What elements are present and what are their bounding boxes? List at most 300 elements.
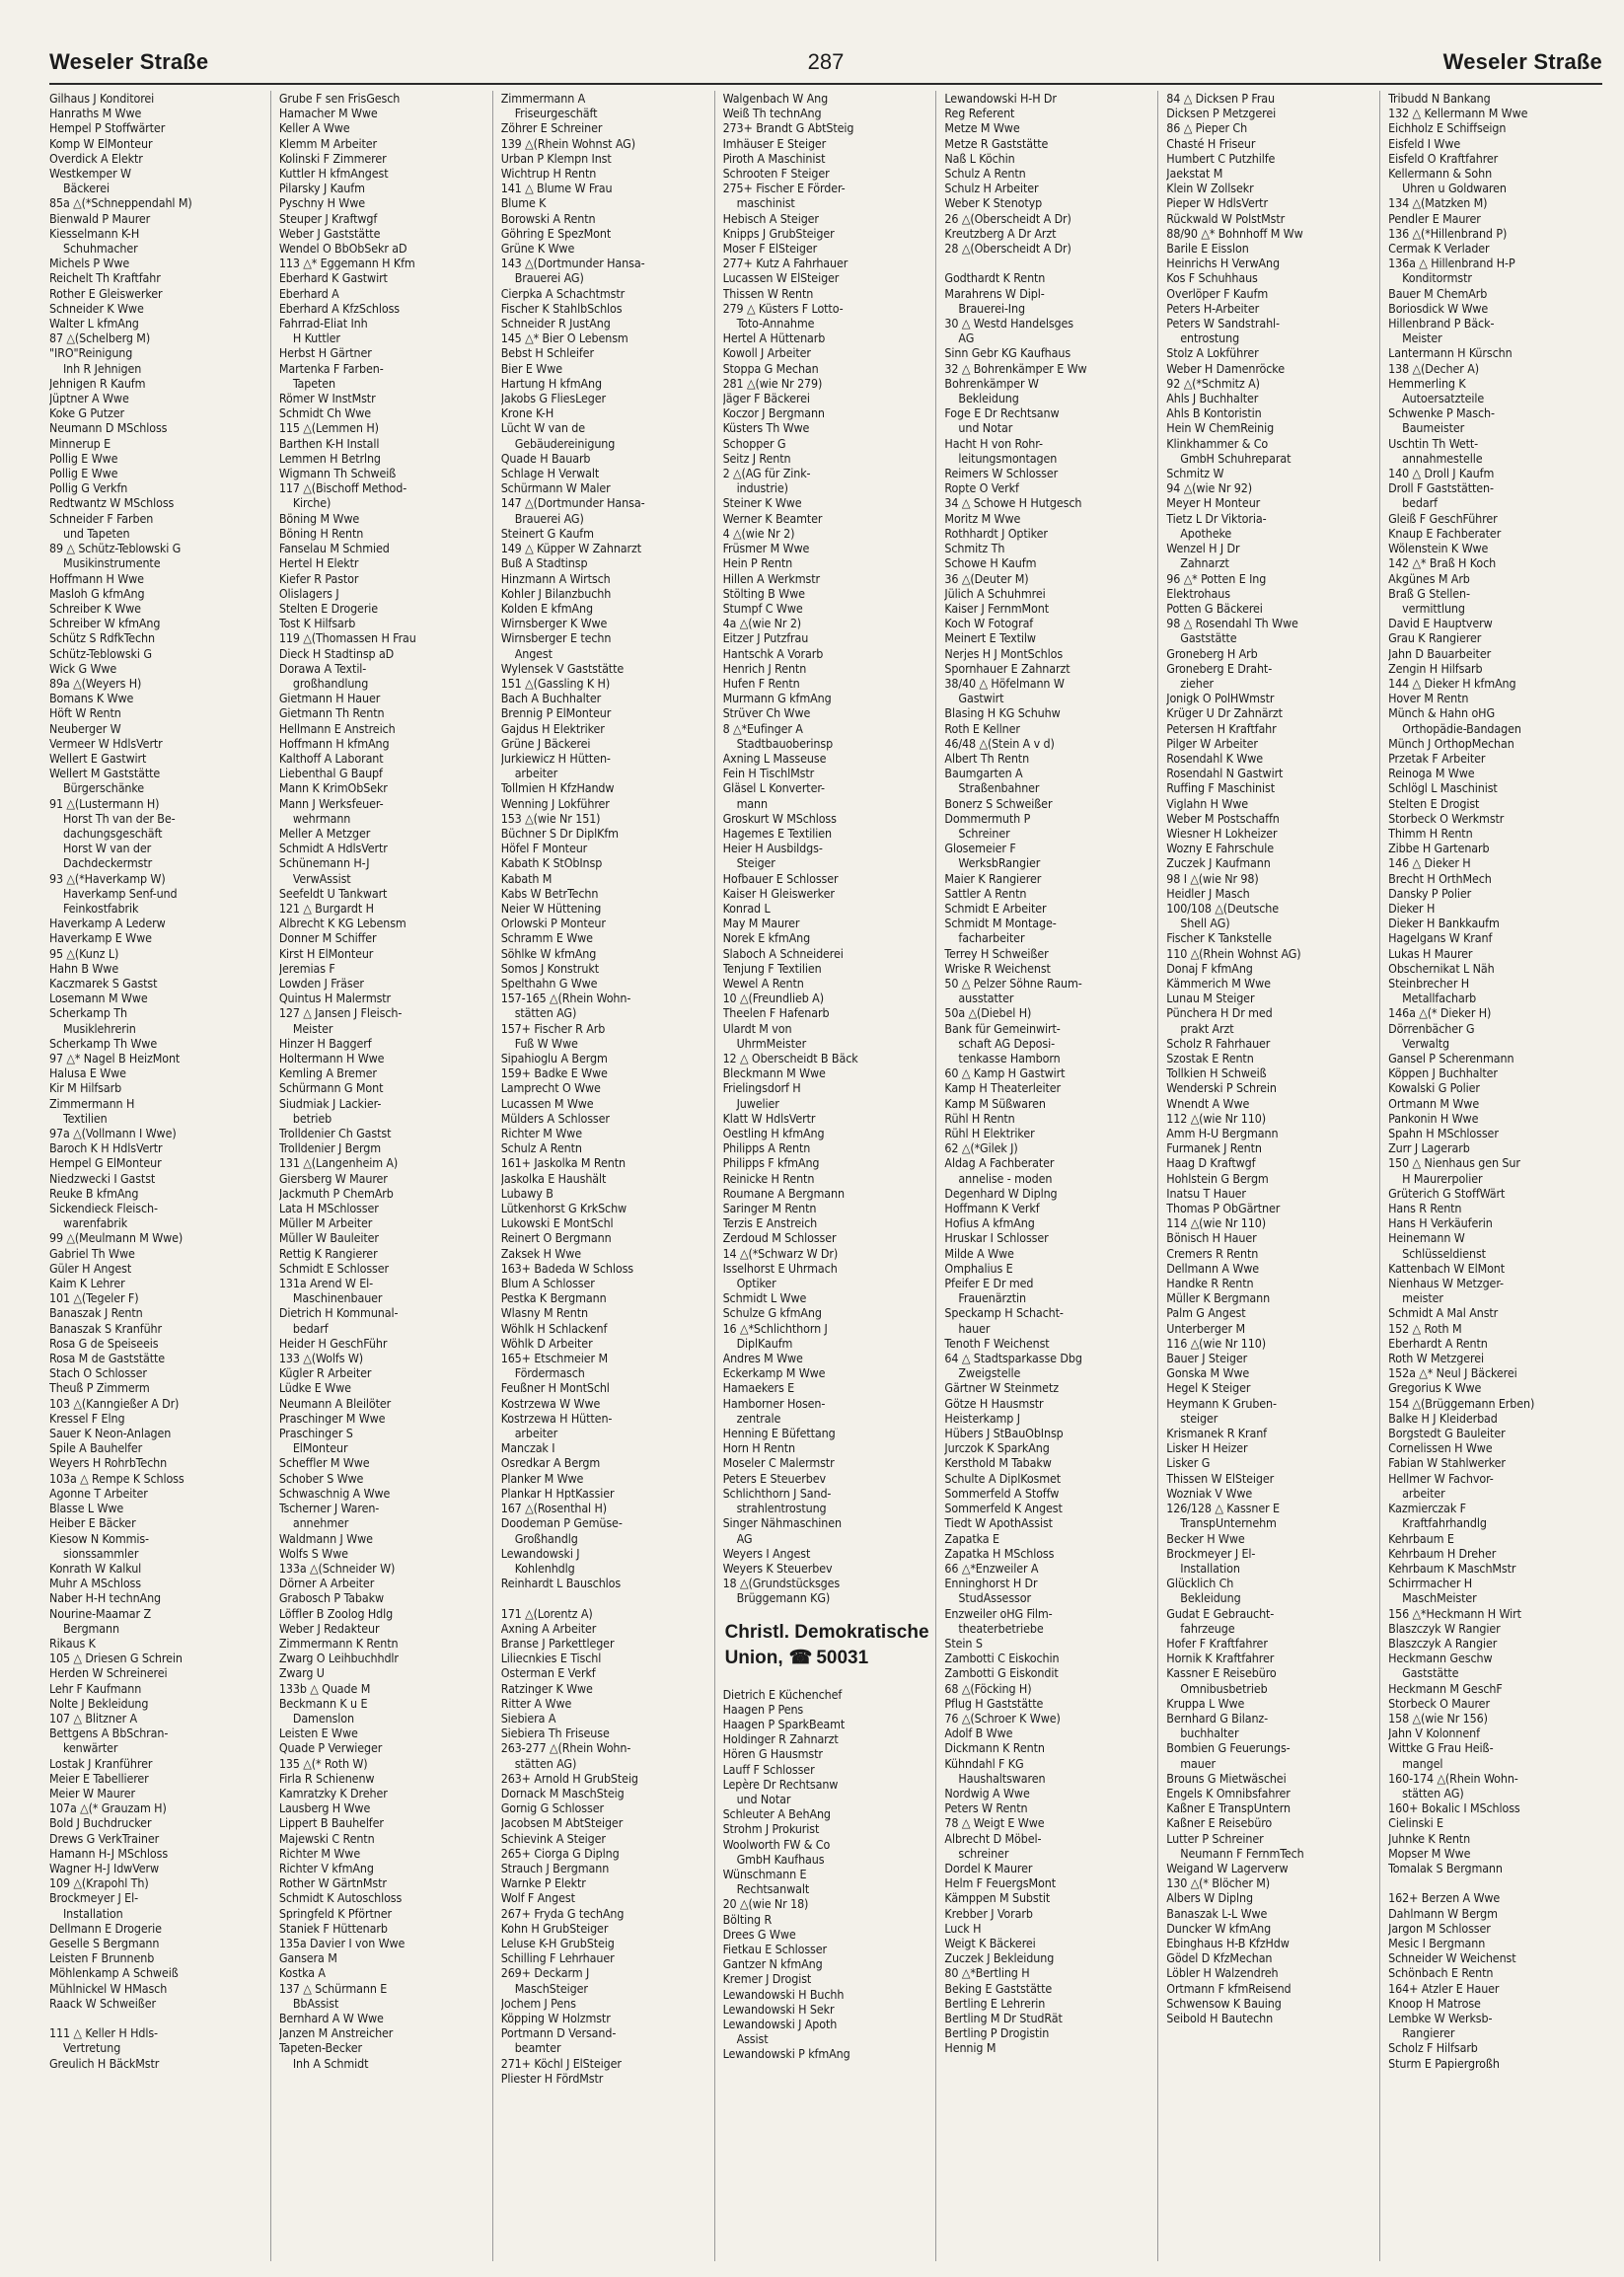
directory-entry: Zimmermann K Rentn — [278, 1635, 399, 1651]
directory-entry: Eisfeld I Wwe — [1388, 135, 1461, 151]
directory-entry: Bleckmann M Wwe — [722, 1065, 826, 1081]
directory-entry: Borowski A Rentn — [500, 210, 596, 226]
directory-entry: 113 △* Eggemann H Kfm — [278, 256, 415, 271]
directory-entry: Peters W Sandstrahl- — [1166, 316, 1280, 331]
directory-entry: Baumeister — [1402, 420, 1465, 436]
directory-entry: Axning A Arbeiter — [500, 1620, 597, 1636]
directory-entry: Geselle S Bergmann — [49, 1935, 160, 1950]
directory-entry: Banaszak J Rentn — [49, 1305, 143, 1321]
directory-entry: Dickmann K Rentn — [944, 1740, 1045, 1756]
directory-entry: Hamacher M Wwe — [278, 106, 378, 121]
directory-entry: Pieper W HdlsVertr — [1166, 195, 1268, 211]
directory-entry: Gastwirt — [958, 691, 1004, 706]
directory-entry: Kemling A Bremer — [278, 1065, 377, 1081]
directory-entry: Bertling P Drogistin — [944, 2025, 1050, 2041]
directory-entry: Praschinger S — [278, 1426, 353, 1441]
directory-entry: Ortmann F kfmReisend — [1166, 1980, 1292, 1996]
directory-entry: 133a △(Schneider W) — [278, 1560, 396, 1576]
directory-entry: 60 △ Kamp H Gastwirt — [944, 1065, 1066, 1081]
directory-entry: Bier E Wwe — [500, 360, 563, 376]
directory-entry: Scholz R Fahrhauer — [1166, 1035, 1271, 1051]
directory-entry: Stölting B Wwe — [722, 585, 805, 601]
directory-entry: Haverkamp E Wwe — [49, 930, 152, 946]
directory-entry: GmbH Kaufhaus — [736, 1851, 825, 1867]
directory-entry: Pliester H FördMstr — [500, 2070, 604, 2086]
directory-entry: Roth E Kellner — [944, 720, 1020, 736]
directory-entry: fahrzeuge — [1180, 1620, 1235, 1636]
directory-entry: Sickendieck Fleisch- — [49, 1201, 158, 1216]
directory-entry: Strüver Ch Wwe — [722, 705, 811, 721]
directory-entry: Grube F sen FrisGesch — [278, 91, 401, 106]
directory-entry: 135a Davier I von Wwe — [278, 1935, 406, 1950]
directory-entry: Lamprecht O Wwe — [500, 1080, 601, 1096]
directory-entry: Lemmen H Betrlng — [278, 450, 381, 466]
directory-entry: Kamp H Theaterleiter — [944, 1080, 1061, 1096]
directory-entry: Kaßner E Reisebüro — [1166, 1815, 1273, 1831]
directory-entry: Schwenke P Masch- — [1388, 405, 1495, 421]
directory-entry: Gornig G Schlosser — [500, 1800, 604, 1816]
directory-entry: Tietz L Dr Viktoria- — [1166, 510, 1267, 526]
directory-column — [1158, 91, 1380, 2261]
directory-entry: 2 △(AG für Zink- — [722, 466, 811, 481]
directory-entry: Weber J Redakteur — [278, 1620, 380, 1636]
directory-entry: Musiklehrerin — [63, 1020, 136, 1036]
directory-entry: Ortmann M Wwe — [1388, 1095, 1480, 1111]
directory-entry: Gilhaus J Konditorei — [49, 91, 155, 106]
directory-entry: Lewandowski P kfmAng — [722, 2046, 850, 2062]
directory-entry: 133 △(Wolfs W) — [278, 1351, 364, 1366]
directory-entry: Haagen P SparkBeamt — [722, 1716, 846, 1731]
directory-entry: Lepère Dr Rechtsanw — [722, 1776, 839, 1792]
directory-entry: AG — [958, 331, 975, 346]
directory-entry: Urban P Klempn Inst — [500, 150, 612, 166]
directory-entry: Moseler C Malermstr — [722, 1455, 835, 1471]
directory-entry: Schwaschnig A Wwe — [278, 1485, 391, 1501]
directory-entry: 88/90 △* Bohnhoff M Ww — [1166, 225, 1303, 241]
directory-entry: Wichtrup H Rentn — [500, 166, 597, 182]
directory-entry: Dahlmann W Bergm — [1388, 1905, 1498, 1921]
directory-entry: Schünemann H-J — [278, 855, 370, 871]
directory-entry: 91 △(Lustermann H) — [49, 795, 160, 811]
directory-entry: Wigmann Th Schweiß — [278, 466, 397, 481]
directory-entry: Tapeten-Becker — [278, 2040, 362, 2056]
directory-entry: Hamaekers E — [722, 1380, 795, 1396]
directory-entry: Gabriel Th Wwe — [49, 1245, 135, 1261]
directory-entry: Pflug H Gaststätte — [944, 1695, 1044, 1711]
directory-entry: Dansky P Polier — [1388, 885, 1472, 901]
directory-column — [493, 91, 715, 2261]
directory-entry: Weyers K Steuerbev — [722, 1560, 833, 1576]
directory-entry: Güler H Angest — [49, 1260, 132, 1276]
directory-entry: 78 △ Weigt E Wwe — [944, 1815, 1045, 1831]
directory-entry: 150 △ Nienhaus gen Sur — [1388, 1155, 1520, 1171]
directory-entry: Assist — [736, 2031, 769, 2047]
directory-entry: 8 △*Eufinger A — [722, 720, 803, 736]
directory-entry: Neumann D MSchloss — [49, 420, 168, 436]
directory-entry: Ahls B Kontoristin — [1166, 405, 1262, 421]
directory-entry: Pendler E Maurer — [1388, 210, 1481, 226]
directory-entry: Eitzer J Putzfrau — [722, 630, 809, 646]
directory-entry: Peters W Rentn — [944, 1800, 1028, 1816]
directory-entry: Inh R Jehnigen — [63, 360, 142, 376]
directory-entry: Wozniak V Wwe — [1166, 1485, 1253, 1501]
directory-entry: Tscherner J Waren- — [278, 1501, 380, 1516]
directory-entry: Schulze G kfmAng — [722, 1305, 822, 1321]
directory-entry: warenfabrik — [63, 1215, 128, 1231]
directory-entry: Henrich J Rentn — [722, 660, 807, 676]
directory-entry: 119 △(Thomassen H Frau — [278, 630, 416, 646]
directory-entry: Komp W ElMonteur — [49, 135, 153, 151]
directory-entry: Stach O Schlosser — [49, 1365, 147, 1381]
directory-entry: Lausberg H Wwe — [278, 1800, 371, 1816]
directory-entry: Krismanek R Kranf — [1166, 1426, 1267, 1441]
directory-entry: Fördermasch — [514, 1365, 585, 1381]
directory-entry: Kersthold M Tabakw — [944, 1455, 1052, 1471]
directory-entry: Schneider W Weichenst — [1388, 1950, 1516, 1966]
directory-entry: Höft W Rentn — [49, 705, 121, 721]
directory-entry: Maier K Rangierer — [944, 870, 1042, 886]
directory-entry: Schrooten F Steiger — [722, 166, 830, 182]
directory-entry: Keller A Wwe — [278, 120, 350, 136]
directory-entry: Ulardt M von — [722, 1020, 792, 1036]
directory-entry: 18 △(Grundstücksges — [722, 1576, 841, 1591]
directory-entry: Marahrens W Dipl- — [944, 285, 1045, 301]
directory-entry: 109 △(Krapohl Th) — [49, 1875, 149, 1891]
directory-entry: Sommerfeld K Angest — [944, 1501, 1063, 1516]
directory-entry: 143 △(Dortmunder Hansa- — [500, 256, 645, 271]
directory-entry: 161+ Jaskolka M Rentn — [500, 1155, 626, 1171]
directory-entry: 171 △(Lorentz A) — [500, 1605, 593, 1621]
directory-entry: Gonska M Wwe — [1166, 1365, 1250, 1381]
directory-entry: Koch W Fotograf — [944, 616, 1034, 631]
directory-entry: Hertel H Elektr — [278, 555, 359, 571]
directory-entry: Luck H — [944, 1920, 982, 1936]
directory-entry: mangel — [1402, 1755, 1443, 1771]
directory-entry: Schreiber K Wwe — [49, 600, 141, 616]
directory-entry: Milde A Wwe — [944, 1245, 1014, 1261]
directory-entry: Hein W ChemReinig — [1166, 420, 1275, 436]
directory-entry: Jülich A Schuhmrei — [944, 585, 1046, 601]
directory-entry: Jurkiewicz H Hütten- — [500, 750, 611, 766]
directory-entry: Grüne K Wwe — [500, 241, 575, 257]
directory-entry: Unterberger M — [1166, 1320, 1245, 1336]
directory-entry: 133b △ Quade M — [278, 1680, 371, 1696]
directory-entry: Manczak I — [500, 1440, 555, 1456]
directory-entry: Borgstedt G Bauleiter — [1388, 1426, 1506, 1441]
directory-entry: annelise - moden — [958, 1170, 1053, 1186]
directory-entry: 121 △ Burgardt H — [278, 900, 374, 916]
directory-entry: Kremer J Drogist — [722, 1971, 812, 1987]
directory-entry: Heymann K Gruben- — [1166, 1395, 1277, 1411]
directory-entry: Frauenärztin — [958, 1290, 1026, 1306]
directory-entry: Dommermuth P — [944, 810, 1031, 826]
directory-entry: Wölenstein K Wwe — [1388, 541, 1489, 556]
directory-entry: Heider H GeschFühr — [278, 1335, 388, 1351]
directory-entry: Stoppa G Mechan — [722, 360, 819, 376]
directory-entry: Siebiera A — [500, 1710, 556, 1726]
directory-entry: Helm F FeuergsMont — [944, 1875, 1056, 1891]
directory-entry: beamter — [514, 2040, 561, 2056]
directory-entry: Liebenthal G Baupf — [278, 766, 383, 781]
directory-entry: Kreutzberg A Dr Arzt — [944, 225, 1057, 241]
directory-entry: leitungsmontagen — [958, 450, 1058, 466]
directory-entry: Gantzer N kfmAng — [722, 1956, 823, 1972]
directory-entry: Zöhrer E Schreiner — [500, 120, 603, 136]
directory-entry: Fabian W Stahlwerker — [1388, 1455, 1506, 1471]
directory-entry: Jaekstat M — [1166, 166, 1223, 182]
directory-entry: Dachdeckermstr — [63, 855, 153, 871]
directory-entry: Omnibusbetrieb — [1180, 1680, 1268, 1696]
directory-entry: Aldag A Fachberater — [944, 1155, 1055, 1171]
directory-entry: Hillenbrand P Bäck- — [1388, 316, 1495, 331]
directory-entry: Storbeck O Maurer — [1388, 1695, 1490, 1711]
directory-entry: Lembke W Werksb- — [1388, 2011, 1493, 2025]
directory-entry: Spelthahn G Wwe — [500, 975, 598, 991]
directory-entry: Ratzinger K Wwe — [500, 1680, 593, 1696]
directory-entry: Gödel D KfzMechan — [1166, 1950, 1273, 1966]
directory-entry: Steuper J Kraftwgf — [278, 210, 378, 226]
directory-entry: Cremers R Rentn — [1166, 1245, 1259, 1261]
directory-entry: Becker H Wwe — [1166, 1530, 1245, 1546]
directory-entry: Bohrenkämper W — [944, 375, 1039, 391]
directory-entry: Installation — [1180, 1560, 1240, 1576]
directory-entry: Schramm E Wwe — [500, 930, 593, 946]
directory-entry: Bebst H Schleifer — [500, 345, 594, 361]
directory-entry: Inh A Schmidt — [292, 2055, 369, 2071]
directory-entry: Grabosch P Tabakw — [278, 1590, 384, 1606]
directory-entry: Overdick A Elektr — [49, 150, 143, 166]
directory-entry: facharbeiter — [958, 930, 1025, 946]
directory-entry: Potten G Bäckerei — [1166, 600, 1263, 616]
directory-entry: Pollig E Wwe — [49, 450, 118, 466]
directory-entry: Kassner E Reisebüro — [1166, 1665, 1277, 1681]
directory-entry: Gaststätte — [1402, 1665, 1459, 1681]
directory-entry: 277+ Kutz A Fahrhauer — [722, 256, 849, 271]
directory-entry: Axning L Masseuse — [722, 750, 827, 766]
directory-entry: Wylensek V Gaststätte — [500, 660, 625, 676]
directory-entry: Verwaltg — [1402, 1035, 1449, 1051]
directory-entry: Jaskolka E Haushält — [500, 1170, 607, 1186]
directory-entry: Lewandowski J — [500, 1545, 580, 1561]
directory-entry: Kraftfahrhandlg — [1402, 1515, 1487, 1531]
directory-entry: Spahn H MSchlosser — [1388, 1126, 1499, 1141]
directory-entry: Richter M Wwe — [500, 1126, 582, 1141]
directory-entry: 97 △* Nagel B HeizMont — [49, 1051, 181, 1065]
directory-entry: Schürmann G Mont — [278, 1080, 384, 1096]
directory-entry: Hoffmann H Wwe — [49, 570, 144, 586]
directory-entry: Blum A Schlosser — [500, 1276, 595, 1291]
directory-entry: GmbH Schuhreparat — [1180, 450, 1292, 466]
directory-entry: Weber K Stenotyp — [944, 195, 1043, 211]
directory-entry: Köppen J Buchhalter — [1388, 1065, 1498, 1081]
directory-entry: Heidler J Masch — [1166, 885, 1250, 901]
directory-entry: Knipps J GrubSteiger — [722, 225, 835, 241]
directory-entry: Gleiß F GeschFührer — [1388, 510, 1498, 526]
directory-entry: Kabath M — [500, 870, 553, 886]
directory-entry: Hahn B Wwe — [49, 960, 119, 976]
directory-entry: Koczor J Bergmann — [722, 405, 825, 421]
directory-entry: Haag D Kraftwgf — [1166, 1155, 1256, 1171]
directory-entry: Wenning J Lokführer — [500, 795, 610, 811]
directory-entry: Wirnsberger E techn — [500, 630, 612, 646]
directory-entry: Horst Th van der Be- — [63, 810, 176, 826]
directory-entry: Henning E Büfettang — [722, 1426, 836, 1441]
directory-entry: großhandlung — [292, 675, 369, 691]
directory-entry: Kiefer R Pastor — [278, 570, 359, 586]
directory-entry: Martenka F Farben- — [278, 360, 384, 376]
directory-entry: Lubawy B — [500, 1185, 554, 1201]
directory-entry: Kolinski F Zimmerer — [278, 150, 387, 166]
directory-entry: Bekleidung — [1180, 1590, 1241, 1606]
directory-entry: Neumann F FernmTech — [1180, 1845, 1304, 1861]
directory-entry: Lukas H Maurer — [1388, 945, 1473, 961]
directory-entry: 116 △(wie Nr 110) — [1166, 1335, 1267, 1351]
directory-entry: zentrale — [736, 1410, 781, 1426]
directory-entry: Jeremias F — [278, 960, 335, 976]
street-name-right: Weseler Straße — [1442, 49, 1602, 74]
directory-entry: Bölting R — [722, 1911, 773, 1927]
directory-entry: Trolldenier Ch Gastst — [278, 1126, 392, 1141]
directory-entry — [501, 1590, 710, 1605]
directory-entry: Metze R Gaststätte — [944, 135, 1049, 151]
directory-entry: kenwärter — [63, 1740, 118, 1756]
directory-entry: Jurczok K SparkAng — [944, 1440, 1050, 1456]
directory-entry: AG — [736, 1530, 753, 1546]
directory-entry: Hofbauer E Schlosser — [722, 870, 839, 886]
directory-entry: Krebber J Vorarb — [944, 1905, 1033, 1921]
directory-entry: Haagen P Pens — [722, 1701, 804, 1717]
directory-entry: Feußner H MontSchl — [500, 1380, 610, 1396]
directory-entry: Göhring E SpezMont — [500, 225, 612, 241]
directory-entry: Wünschmann E — [722, 1866, 807, 1881]
directory-entry: Schmidt A Mal Anstr — [1388, 1305, 1499, 1321]
directory-entry: Strohm J Prokurist — [722, 1821, 820, 1837]
directory-entry: Bach A Buchhalter — [500, 691, 602, 706]
directory-entry: Feinkostfabrik — [63, 900, 139, 916]
directory-entry: Zahnarzt — [1180, 555, 1229, 571]
directory-entry: Kehrbaum H Dreher — [1388, 1545, 1497, 1561]
directory-entry: Saringer M Rentn — [722, 1201, 817, 1216]
directory-entry: Banaszak S Kranführ — [49, 1320, 162, 1336]
directory-entry: Cielinski E — [1388, 1815, 1443, 1831]
directory-entry: Hornik K Kraftfahrer — [1166, 1651, 1275, 1666]
directory-entry: 86 △ Pieper Ch — [1166, 120, 1248, 136]
party-name-union: Union, — [724, 1647, 783, 1668]
directory-entry: Schmidt Ch Wwe — [278, 405, 372, 421]
directory-entry: Moser F ElSteiger — [722, 241, 818, 257]
directory-entry: Eisfeld O Kraftfahrer — [1388, 150, 1499, 166]
directory-entry: Steinbrecher H — [1388, 975, 1470, 991]
directory-entry: Holdinger R Zahnarzt — [722, 1731, 839, 1747]
directory-entry: prakt Arzt — [1180, 1020, 1234, 1036]
directory-entry: 36 △(Deuter M) — [944, 570, 1029, 586]
directory-entry: Lüdke E Wwe — [278, 1380, 351, 1396]
directory-entry: Haverkamp Senf-und — [63, 885, 178, 901]
directory-entry: Kirst H ElMonteur — [278, 945, 374, 961]
directory-entry: Bürgerschänke — [63, 780, 145, 796]
directory-entry: arbeiter — [1402, 1485, 1445, 1501]
directory-entry: Akgünes M Arb — [1388, 570, 1470, 586]
directory-entry: Konrad L — [722, 900, 771, 916]
directory-entry: Nolte J Bekleidung — [49, 1695, 149, 1711]
directory-entry: 98 I △(wie Nr 98) — [1166, 870, 1259, 886]
directory-entry: Ruffing F Maschinist — [1166, 780, 1276, 796]
directory-entry: Kamratzky K Dreher — [278, 1785, 388, 1800]
directory-entry: Gajdus H Elektriker — [500, 720, 605, 736]
directory-entry: Wolfs S Wwe — [278, 1545, 348, 1561]
directory-entry: Grüne J Bäckerei — [500, 735, 591, 751]
directory-entry: hauer — [958, 1320, 991, 1336]
directory-entry: Früsmer M Wwe — [722, 541, 810, 556]
directory-entry: Philipps F kfmAng — [722, 1155, 820, 1171]
directory-entry: Furmanek J Rentn — [1166, 1140, 1262, 1156]
directory-entry: Agonne T Arbeiter — [49, 1485, 148, 1501]
directory-entry: Jahn V Kolonnenf — [1388, 1726, 1480, 1741]
directory-entry: Scherkamp Th Wwe — [49, 1035, 158, 1051]
directory-entry: 149 △ Küpper W Zahnarzt — [500, 541, 642, 556]
directory-entry: Groskurt W MSchloss — [722, 810, 837, 826]
directory-entry: Zambotti G Eiskondit — [944, 1665, 1059, 1681]
directory-entry: 139 △(Rhein Wohnst AG) — [500, 135, 635, 151]
directory-entry: Meyer H Monteur — [1166, 495, 1261, 511]
directory-entry: Zapatka E — [944, 1530, 999, 1546]
directory-entry: Raack W Schweißer — [49, 1995, 156, 2011]
directory-entry: Droll F Gaststätten- — [1388, 480, 1494, 496]
directory-entry: Norek E kfmAng — [722, 930, 811, 946]
directory-entry: 110 △(Rhein Wohnst AG) — [1166, 945, 1301, 961]
directory-entry: Obschernikat L Näh — [1388, 960, 1495, 976]
directory-entry: Fuß W Wwe — [514, 1035, 578, 1051]
directory-entry: 66 △*Enzweiler A — [944, 1560, 1039, 1576]
directory-entry: vermittlung — [1402, 600, 1465, 616]
directory-entry: Müller K Bergmann — [1166, 1290, 1271, 1306]
directory-entry: 107 △ Blitzner A — [49, 1710, 138, 1726]
directory-entry: Kostrzewa W Wwe — [500, 1395, 601, 1411]
directory-entry: Bertling E Lehrerin — [944, 1995, 1046, 2011]
directory-entry: Waldmann J Wwe — [278, 1530, 373, 1546]
directory-entry: Kirche) — [292, 495, 332, 511]
directory-entry: Hinzer H Baggerf — [278, 1035, 372, 1051]
directory-entry: Niedzwecki I Gastst — [49, 1170, 156, 1186]
directory-entry: Bombien G Feuerungs- — [1166, 1740, 1291, 1756]
directory-entry: Klatt W HdlsVertr — [722, 1110, 816, 1126]
directory-entry: Rettig K Rangierer — [278, 1245, 378, 1261]
directory-entry: 14 △(*Schwarz W Dr) — [722, 1245, 839, 1261]
directory-entry: Heisterkamp J — [944, 1410, 1020, 1426]
directory-entry: Brauerei AG) — [514, 270, 584, 286]
directory-entry: Rother E Gleiswerker — [49, 285, 163, 301]
directory-entry: Hagelgans W Kranf — [1388, 930, 1493, 946]
directory-entry: 146a △(* Dieker H) — [1388, 1005, 1492, 1021]
directory-entry: 265+ Ciorga G Diplng — [500, 1845, 620, 1861]
directory-entry: 103a △ Rempe K Schloss — [49, 1470, 185, 1486]
directory-entry: tenkasse Hamborn — [958, 1051, 1061, 1065]
directory-entry: Speckamp H Schacht- — [944, 1305, 1064, 1321]
directory-entry: Schievink A Steiger — [500, 1830, 606, 1846]
directory-entry: 144 △ Dieker H kfmAng — [1388, 675, 1516, 691]
directory-entry: Hinzmann A Wirtsch — [500, 570, 611, 586]
directory-entry: Plankar H HptKassier — [500, 1485, 615, 1501]
directory-entry: Dicksen P Metzgerei — [1166, 106, 1277, 121]
directory-entry: Osterman E Verkf — [500, 1665, 596, 1681]
directory-entry: 271+ Köchl J ElSteiger — [500, 2055, 622, 2071]
directory-entry: Jonigk O PolHWmstr — [1166, 691, 1275, 706]
directory-entry: Hemmerling K — [1388, 375, 1466, 391]
directory-entry: 142 △* Braß H Koch — [1388, 555, 1497, 571]
directory-entry: 127 △ Jansen J Fleisch- — [278, 1005, 403, 1021]
directory-entry: Möhlenkamp A Schweiß — [49, 1965, 179, 1981]
directory-entry: Neumann A Bleilöter — [278, 1395, 392, 1411]
